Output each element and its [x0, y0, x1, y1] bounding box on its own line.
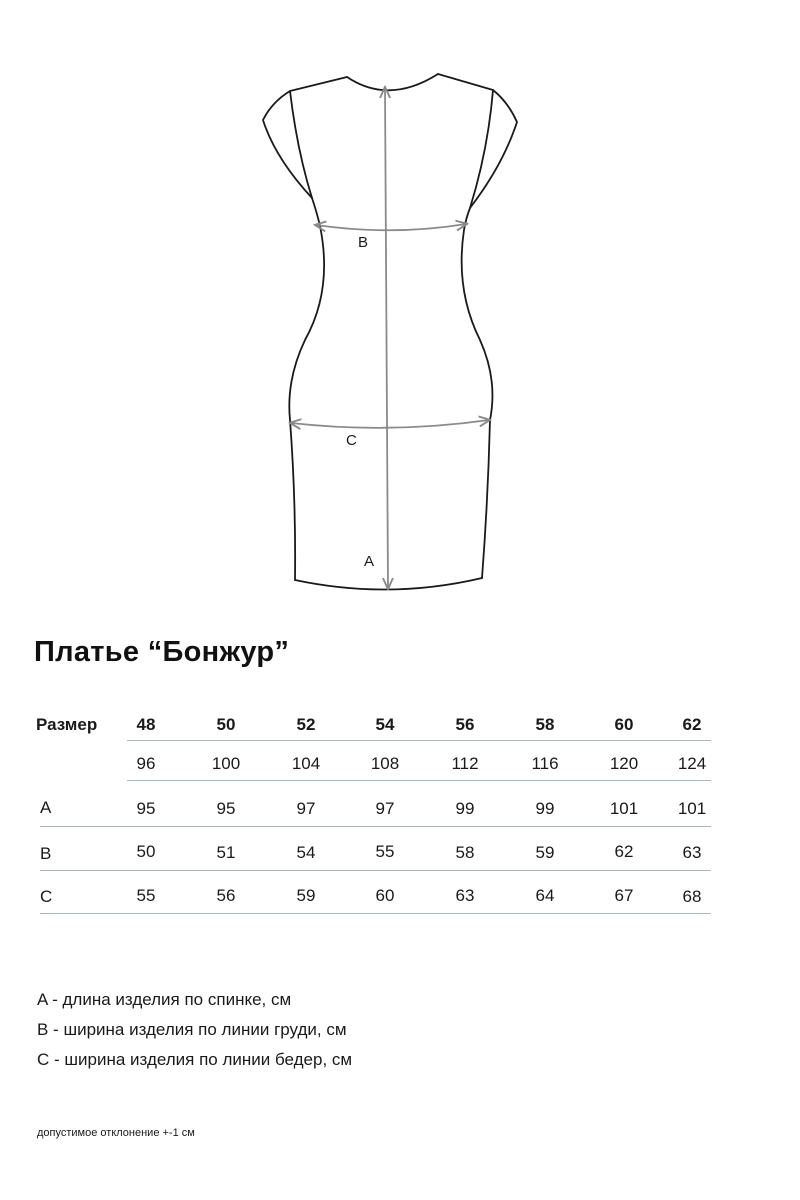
sub-size-cell: 104	[291, 754, 321, 773]
table-cell: 59	[296, 886, 316, 905]
table-cell: 97	[296, 799, 316, 818]
table-divider	[127, 740, 711, 741]
table-cell: 101	[609, 799, 639, 818]
table-cell: 68	[682, 887, 702, 906]
sub-size-cell: 112	[451, 754, 479, 773]
label-c: C	[346, 432, 357, 449]
sub-size-cell: 108	[370, 754, 400, 773]
tolerance-note: допустимое отклонение +-1 см	[37, 1127, 195, 1139]
sub-size-cell: 96	[136, 754, 156, 773]
table-cell: 95	[216, 799, 236, 818]
sub-size-cell: 124	[677, 754, 707, 773]
row-label-a: A	[40, 798, 52, 817]
size-cell: 48	[136, 715, 156, 734]
table-cell: 55	[375, 842, 395, 861]
hip-measure-line	[291, 420, 489, 428]
table-divider	[40, 870, 711, 871]
page-title: Платье “Бонжур”	[34, 636, 290, 668]
sub-size-cell: 120	[609, 754, 639, 773]
measure-lines	[291, 88, 489, 588]
legend-item-c: C - ширина изделия по линии бедер, см	[37, 1050, 353, 1069]
table-cell: 55	[136, 886, 156, 905]
label-a: A	[364, 553, 375, 570]
table-cell: 50	[136, 842, 156, 861]
bust-measure-line	[316, 224, 466, 230]
table-cell: 51	[216, 843, 236, 862]
table-cell: 54	[296, 843, 316, 862]
table-cell: 62	[614, 842, 634, 861]
size-cell: 58	[535, 715, 555, 734]
sub-size-cell: 100	[211, 754, 241, 773]
dress-outline	[263, 74, 517, 590]
table-cell: 63	[682, 843, 702, 862]
legend-item-b: B - ширина изделия по линии груди, см	[37, 1020, 347, 1039]
label-b: B	[358, 234, 369, 251]
table-divider	[40, 826, 711, 827]
row-label-c: C	[40, 887, 53, 906]
size-header-label: Размер	[36, 715, 98, 734]
table-cell: 56	[216, 886, 236, 905]
table-divider	[127, 780, 711, 781]
table-cell: 64	[535, 886, 555, 905]
table-cell: 63	[455, 886, 475, 905]
size-cell: 60	[614, 715, 634, 734]
table-cell: 67	[614, 886, 634, 905]
sub-size-cell: 116	[531, 754, 559, 773]
table-cell: 59	[535, 843, 555, 862]
size-cell: 52	[296, 715, 316, 734]
table-cell: 99	[455, 799, 475, 818]
table-cell: 97	[375, 799, 395, 818]
table-divider	[40, 913, 711, 914]
size-cell: 54	[375, 715, 395, 734]
size-cell: 50	[216, 715, 236, 734]
row-label-b: B	[40, 844, 52, 863]
size-cell: 62	[682, 715, 702, 734]
size-cell: 56	[455, 715, 475, 734]
table-cell: 60	[375, 886, 395, 905]
length-measure-line	[385, 88, 388, 588]
table-cell: 95	[136, 799, 156, 818]
table-cell: 99	[535, 799, 555, 818]
legend-item-a: A - длина изделия по спинке, см	[37, 990, 292, 1009]
table-cell: 58	[455, 843, 475, 862]
table-cell: 101	[677, 799, 707, 818]
